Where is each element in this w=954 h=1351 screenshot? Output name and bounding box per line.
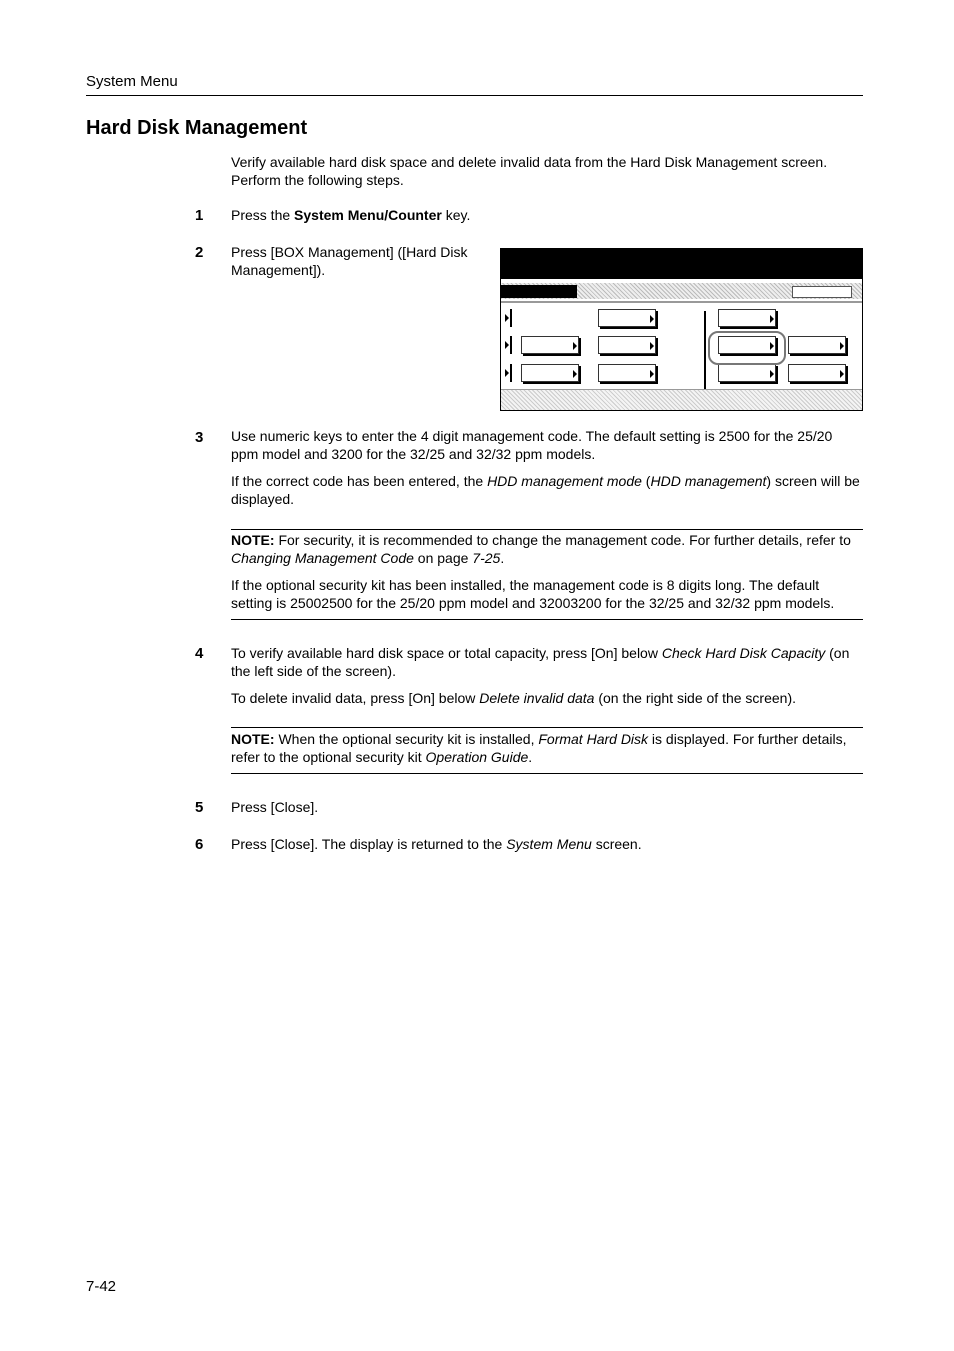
step-4-text: To verify available hard disk space or total capacity, press [On] below Check Hard Disk Capacity (on the left side of the screen).: [231, 645, 850, 679]
highlight-ring: [708, 331, 786, 365]
screen-button: [598, 309, 656, 327]
screen-active-tab: [501, 285, 577, 298]
screen-button: [718, 309, 776, 327]
note-rule-bottom: [231, 773, 863, 774]
screen-button: [598, 364, 656, 382]
operation-panel-illustration: [500, 248, 863, 411]
note-1: NOTE: For security, it is recommended to change the management code. For further details, refer to Changing Management Code on page 7-25.: [231, 532, 851, 566]
step-6-text: Press [Close]. The display is returned to the System Menu screen.: [231, 836, 642, 852]
step-1-text: Press the System Menu/Counter key.: [231, 207, 471, 223]
note-2: NOTE: When the optional security kit is installed, Format Hard Disk is displayed. For further details, refer to the optional security kit Operation Guide.: [231, 731, 847, 765]
step-5-text: Press [Close].: [231, 799, 319, 815]
screen-status-bar: [501, 389, 862, 410]
step-number: 5: [195, 799, 204, 816]
step-number: 4: [195, 645, 204, 662]
screen-title-bar: [501, 249, 862, 279]
screen-close-button: [792, 286, 852, 298]
screen-button: [521, 364, 579, 382]
screen-edge-button: [501, 336, 512, 354]
step-3-text: Use numeric keys to enter the 4 digit management code. The default setting is 2500 for the 25/20 ppm model and 3200 for the 32/25 and 32/32 ppm models.: [231, 428, 833, 462]
screen-separator: [501, 301, 862, 303]
page-title: Hard Disk Management: [86, 117, 308, 139]
screen-button: [718, 364, 776, 382]
header-rule: [86, 95, 863, 96]
note-1-security-kit: If the optional security kit has been installed, the management code is 8 digits long. The default setting is 25002500 for the 25/20 ppm model and 32003200 for the 32/25 and 32/32 ppm models.: [231, 577, 835, 611]
screen-button: [598, 336, 656, 354]
screen-button: [788, 336, 846, 354]
step-3-result: If the correct code has been entered, the HDD management mode (HDD management) screen will be displayed.: [231, 473, 860, 507]
step-number: 2: [195, 244, 204, 261]
screen-edge-button: [501, 364, 512, 382]
screen-edge-button: [501, 309, 512, 327]
step-number: 6: [195, 836, 204, 853]
screen-button: [521, 336, 579, 354]
step-4-delete: To delete invalid data, press [On] below Delete invalid data (on the right side of the screen).: [231, 690, 797, 706]
running-header: System Menu: [86, 73, 178, 90]
note-rule-top: [231, 727, 863, 728]
step-number: 1: [195, 207, 204, 224]
note-rule-top: [231, 529, 863, 530]
screen-button: [788, 364, 846, 382]
page-number: 7-42: [86, 1278, 117, 1295]
screen-vertical-divider: [704, 311, 706, 389]
step-2-text: Press [BOX Management] ([Hard Disk Management]).: [231, 244, 468, 278]
intro-paragraph: Verify available hard disk space and delete invalid data from the Hard Disk Management screen. Perform the following steps.: [231, 154, 828, 188]
note-rule-bottom: [231, 619, 863, 620]
step-number: 3: [195, 429, 204, 446]
